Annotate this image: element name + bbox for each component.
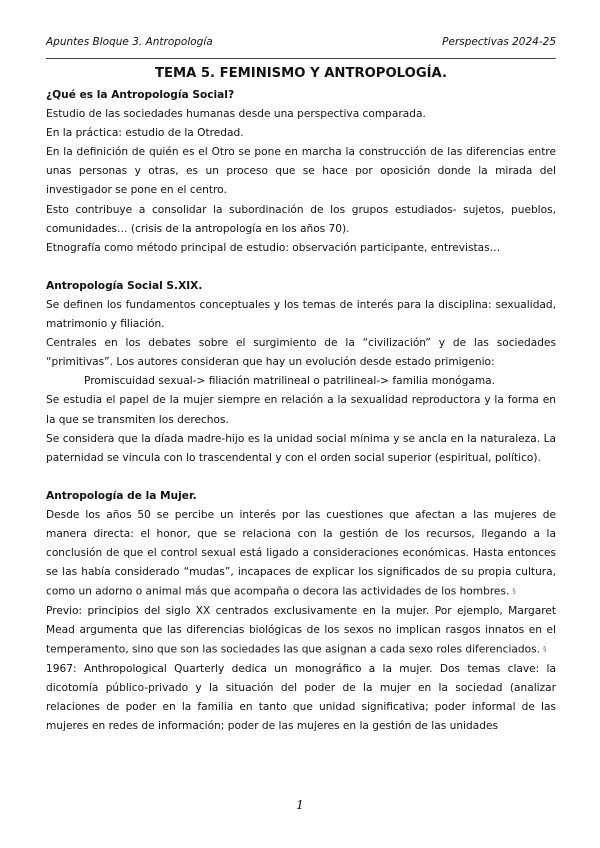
document-body [46, 64, 556, 736]
header-left: Apuntes Bloque 3. Antropología [46, 36, 213, 48]
section-heading: ¿Qué es la Antropología Social? [46, 89, 235, 101]
paragraph: Se definen los fundamentos conceptuales y los temas de interés para la disciplina: sexualidad, matrimonio y filiación. [46, 298, 556, 331]
paragraph: En la práctica: estudio de la Otredad. [46, 127, 244, 140]
footnote-mark: § [542, 645, 547, 654]
section-heading: Antropología de la Mujer. [46, 489, 197, 502]
paragraph: Etnografía como método principal de estudio: observación participante, entrevistas… [46, 241, 501, 254]
paragraph-indented: Promiscuidad sexual-> filiación matrilineal o patrilineal-> familia monógama. [84, 375, 496, 388]
paragraph [46, 506, 556, 602]
page-title: TEMA 5. FEMINISMO Y ANTROPOLOGÍA. [154, 66, 448, 81]
section-heading: Antropología Social S.XIX. [46, 279, 203, 292]
spacer [46, 468, 556, 487]
paragraph-text: Desde los años 50 se percibe un interés por las cuestiones que afectan a las mujeres de manera directa: el honor, que se relaciona con la gestión de los recursos, llegando a la conclusión de que el control sexual está ligado a consideraciones económicas. Hasta entonces se las había considerado “mudas”, incapaces de explicar los significados de su propia cultura, como un adorno o animal más que acompaña o decora las actividades de los hombres. [46, 508, 556, 598]
paragraph-text: Previo: principios del siglo XX centrados exclusivamente en la mujer. Por ejemplo, Margaret Mead argumenta que las diferencias biológicas de los sexos no implican rasgos innatos en el temperamento, sino que son las sociedades las que asignan a cada sexo roles diferenciados. [46, 604, 556, 656]
paragraph: Estudio de las sociedades humanas desde una perspectiva comparada. [46, 108, 426, 121]
page-header [46, 36, 556, 59]
paragraph: Centrales en los debates sobre el surgimiento de la “civilización” y de las sociedades “primitivas”. Los autores consideran que hay un evolución desde estado primigenio: [46, 337, 556, 369]
paragraph [46, 602, 556, 660]
paragraph: Se estudia el papel de la mujer siempre en relación a la sexualidad reproductora y la forma en la que se transmiten los derechos. [46, 394, 556, 426]
page-number: 1 [296, 798, 304, 812]
paragraph: 1967: Anthropological Quarterly dedica un monográfico a la mujer. Dos temas clave: la dicotomía público-privado y la situación del poder de la mujer en la sociedad (analizar relaciones de poder en la familia en tanto que unidad significativa; poder informal de las mujeres en redes de información; poder de las mujeres en la gestión de las unidades [46, 662, 556, 732]
paragraph: Se considera que la díada madre-hijo es la unidad social mínima y se ancla en la naturaleza. La paternidad se vincula con lo trascendental y con el orden social superior (espiritual, político). [46, 432, 556, 464]
spacer [46, 258, 556, 277]
paragraph: Esto contribuye a consolidar la subordinación de los grupos estudiados- sujetos, pueblos, comunidades… (crisis de la antropología en los años 70). [46, 203, 556, 235]
header-right: Perspectivas 2024-25 [442, 36, 556, 48]
footnote-mark: § [512, 587, 516, 596]
paragraph: En la definición de quién es el Otro se pone en marcha la construcción de las diferencias entre unas personas y otras, es un proceso que se hace por oposición donde la mirada del investigador se pone en el centro. [46, 146, 556, 197]
